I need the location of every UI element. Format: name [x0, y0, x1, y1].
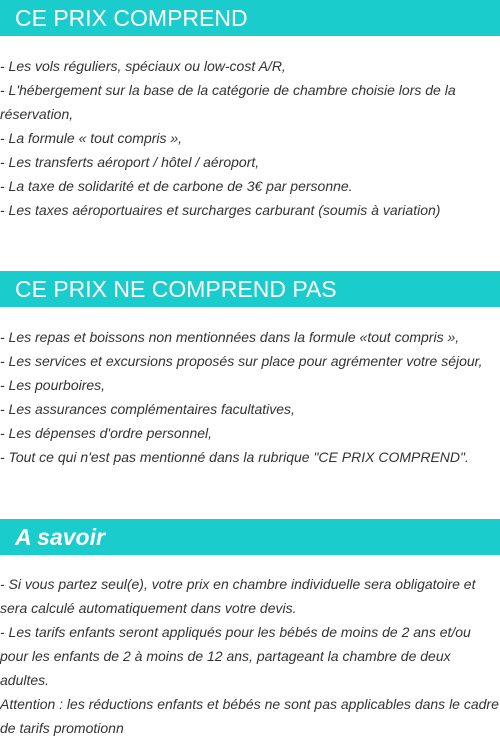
- section-header-excludes: CE PRIX NE COMPREND PAS: [0, 271, 500, 307]
- list-item: - La formule « tout compris »,: [0, 130, 183, 146]
- list-item: - Les taxes aéroportuaires et surcharges carburant (soumis à variation): [0, 202, 441, 218]
- list-item: - Les assurances complémentaires facultatives,: [0, 401, 295, 417]
- list-item: - Les dépenses d'ordre personnel,: [0, 425, 213, 441]
- list-item: - Les pourboires,: [0, 377, 106, 393]
- list-item: - La taxe de solidarité et de carbone de 3€ par personne.: [0, 178, 353, 194]
- section-header-includes: CE PRIX COMPREND: [0, 0, 500, 36]
- list-item: - Les repas et boissons non mentionnées dans la formule «tout compris »,: [0, 329, 460, 345]
- list-item: - Si vous partez seul(e), votre prix en chambre individuelle sera obligatoire et sera calculé automatiquement dans votre devis.: [0, 576, 476, 616]
- list-item: - Les vols réguliers, spéciaux ou low-cost A/R,: [0, 58, 286, 74]
- section-header-info: A savoir: [0, 519, 500, 555]
- list-item: Attention : les réductions enfants et bébés ne sont pas applicables dans le cadre de tarifs promotionn: [0, 696, 499, 736]
- excludes-list: [0, 325, 500, 469]
- info-list: [0, 572, 500, 740]
- list-item: - L'hébergement sur la base de la catégorie de chambre choisie lors de la réservation,: [0, 82, 456, 122]
- includes-list: [0, 54, 500, 222]
- list-item: - Les transferts aéroport / hôtel / aéroport,: [0, 154, 260, 170]
- list-item: - Les tarifs enfants seront appliqués pour les bébés de moins de 2 ans et/ou pour les enfants de 2 à moins de 12 ans, partageant la chambre de deux adultes.: [0, 624, 471, 688]
- list-item: - Les services et excursions proposés sur place pour agrémenter votre séjour,: [0, 353, 483, 369]
- list-item: - Tout ce qui n'est pas mentionné dans la rubrique "CE PRIX COMPREND".: [0, 449, 469, 465]
